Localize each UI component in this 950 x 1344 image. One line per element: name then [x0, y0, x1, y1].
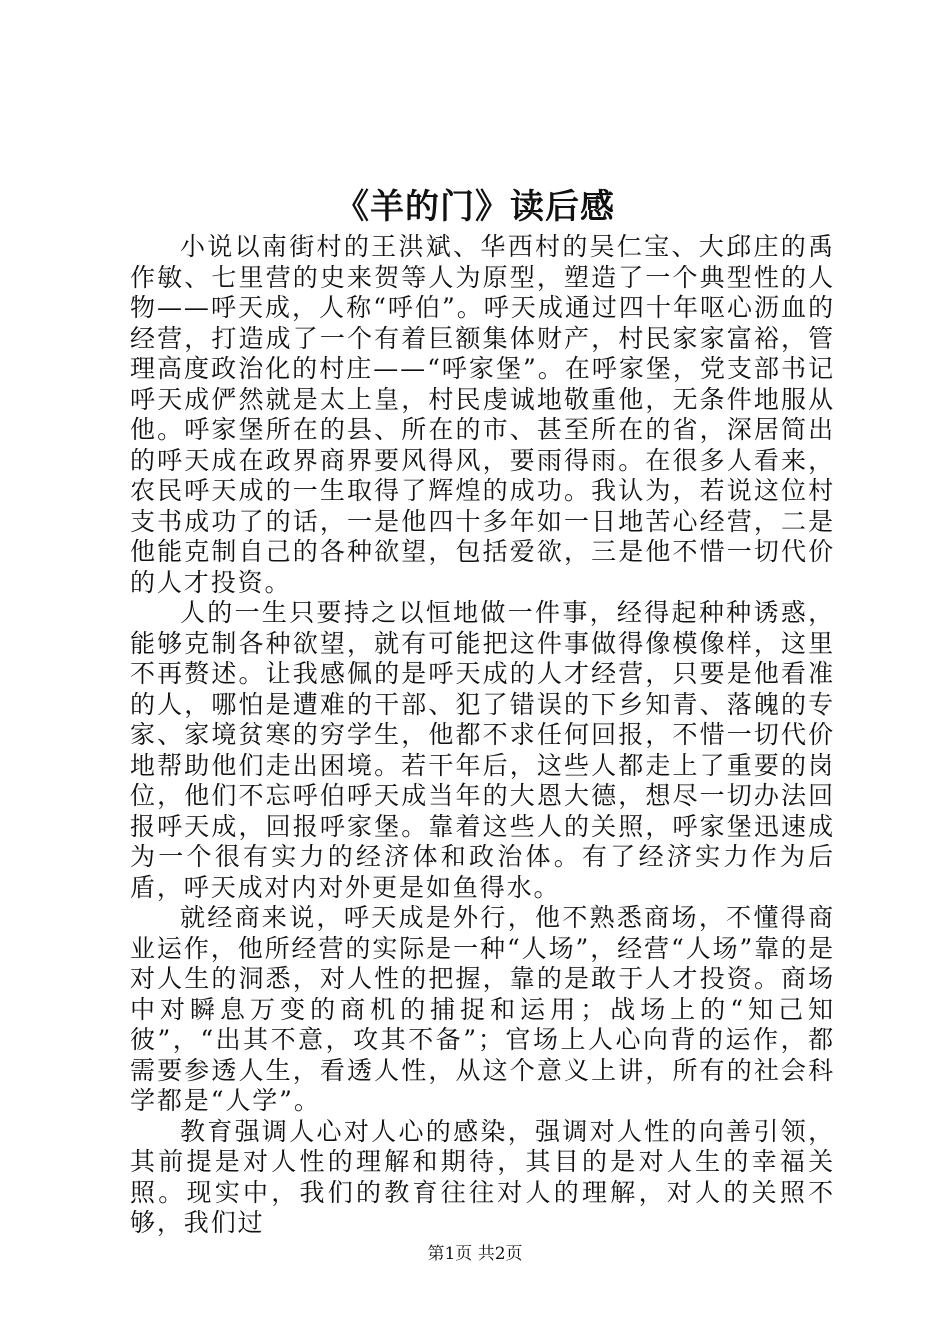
page-number-footer: 第1页 共2页 — [427, 1244, 523, 1264]
paragraph: 人的一生只要持之以恒地做一件事，经得起种种诱惑，能够克制各种欲望，就有可能把这件事做得像模像样，这里不再赘述。让我感佩的是呼天成的人才经营，只要是他看准的人，哪怕是遭难的干部、犯了错误的下乡知青、落魄的专家、家境贫寒的穷学生，他都不求任何回报，不惜一切代价地帮助他们走出困境。若干年后，这些人都走上了重要的岗位，他们不忘呼伯呼天成当年的大恩大德，想尽一切办法回报呼天成，回报呼家堡。靠着这些人的关照，呼家堡迅速成为一个很有实力的经济体和政治体。有了经济实力作为后盾，呼天成对内对外更是如鱼得水。 — [130, 598, 835, 902]
paragraph: 就经商来说，呼天成是外行，他不熟悉商场，不懂得商业运作，他所经营的实际是一种“人场”，经营“人场”靠的是对人生的洞悉，对人性的把握，靠的是敢于人才投资。商场中对瞬息万变的商机的捕捉和运用；战场上的“知己知彼”，“出其不意，攻其不备”；官场上人心向背的运作，都需要参透人生，看透人性，从这个意义上讲，所有的社会科学都是“人学”。 — [130, 903, 835, 1115]
paragraph: 教育强调人心对人心的感染，强调对人性的向善引领，其前提是对人性的理解和期待，其目的是对人生的幸福关照。现实中，我们的教育往往对人的理解，对人的关照不够，我们过 — [130, 1116, 835, 1237]
document-body — [130, 232, 835, 1239]
page-title: 《羊的门》读后感 — [335, 187, 615, 227]
paragraph: 小说以南街村的王洪斌、华西村的吴仁宝、大邱庄的禹作敏、七里营的史来贺等人为原型，塑造了一个典型性的人物——呼天成，人称“呼伯”。呼天成通过四十年呕心沥血的经营，打造成了一个有着巨额集体财产，村民家家富裕，管理高度政治化的村庄——“呼家堡”。在呼家堡，党支部书记呼天成俨然就是太上皇，村民虔诚地敬重他，无条件地服从他。呼家堡所在的县、所在的市、甚至所在的省，深居简出的呼天成在政界商界要风得风，要雨得雨。在很多人看来，农民呼天成的一生取得了辉煌的成功。我认为，若说这位村支书成功了的话，一是他四十多年如一日地苦心经营，二是他能克制自己的各种欲望，包括爱欲，三是他不惜一切代价的人才投资。 — [130, 232, 835, 597]
